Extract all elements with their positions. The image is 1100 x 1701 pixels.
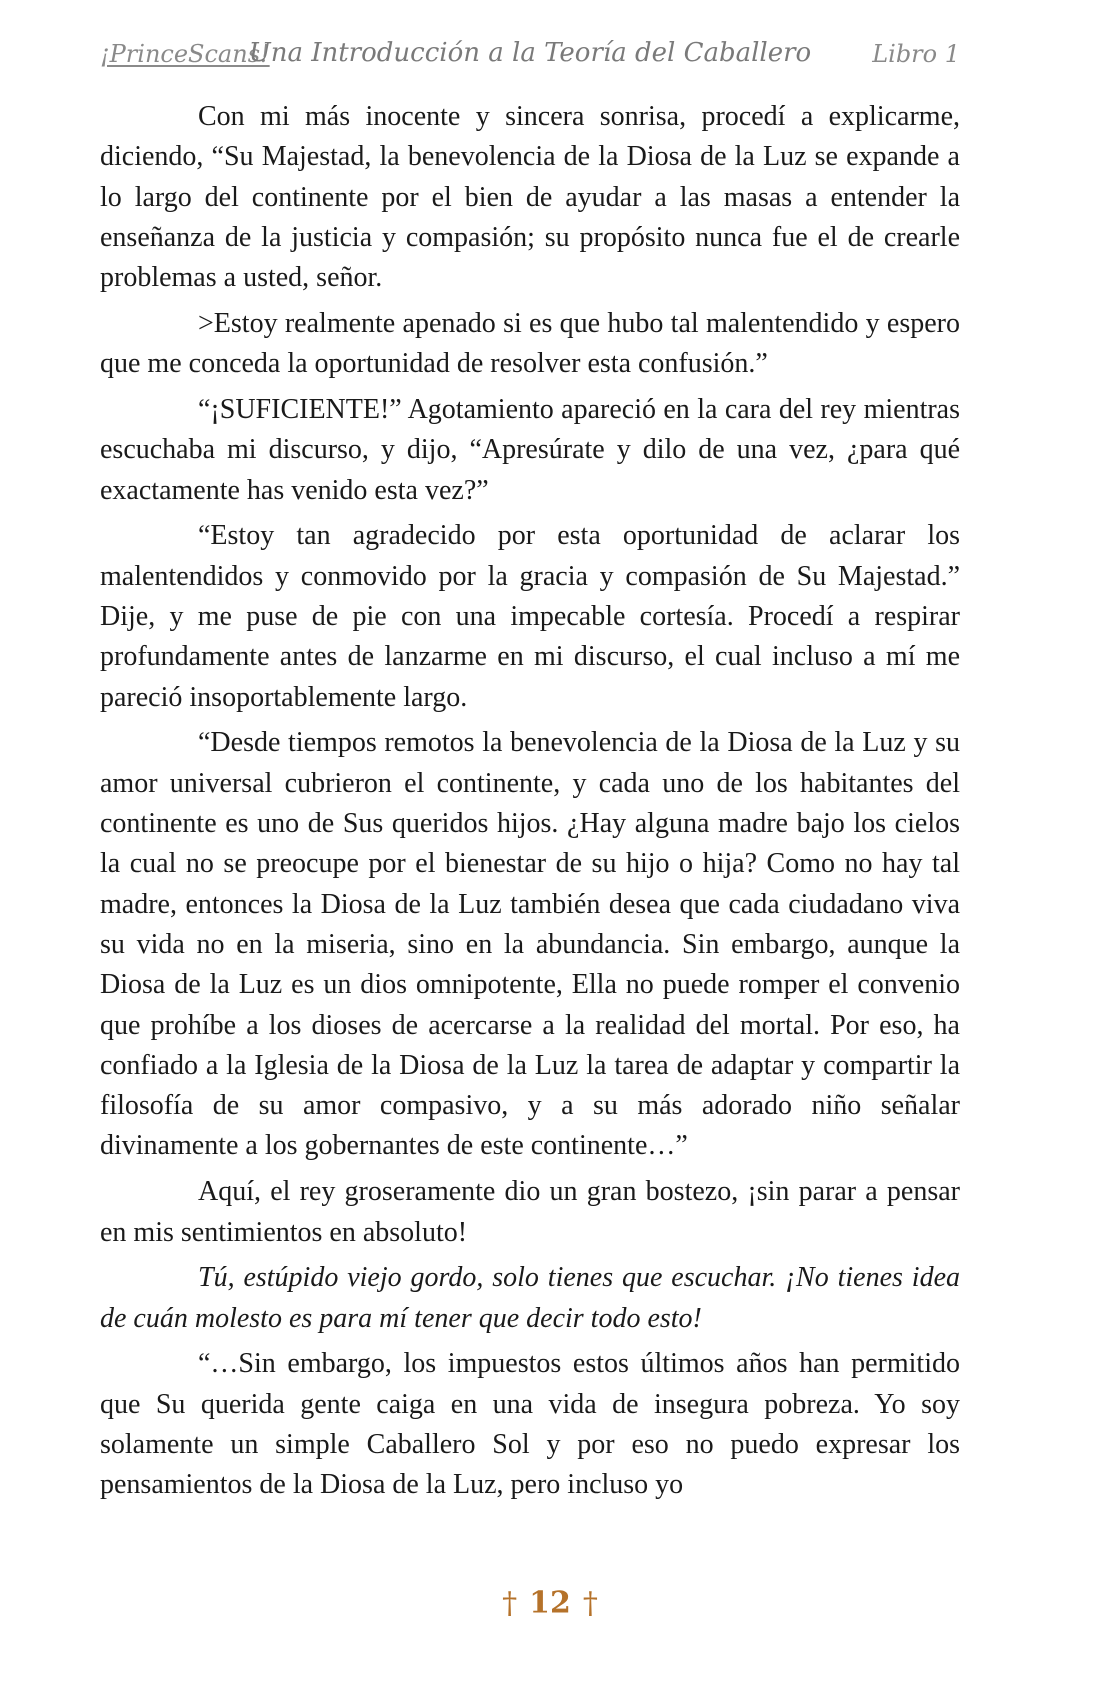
paragraph: >Estoy realmente apenado si es que hubo tal malentendido y espero que me conceda la oportunidad de resolver esta confusión.” [100,307,960,380]
paragraph-inner-thought: Tú, estúpido viejo gordo, solo tienes que escuchar. ¡No tienes idea de cuán molesto es para mí tener que decir todo esto! [100,1262,960,1334]
header-book-title: Una Introducción a la Teoría del Caballero [248,38,812,68]
paragraph: “Desde tiempos remotos la benevolencia de la Diosa de la Luz y su amor universal cubrieron el continente, y cada uno de los habitantes del continente es uno de Sus queridos hijos. ¿Hay alguna madre bajo los cielos la cual no se preocupe por el bienestar de su hijo o hija? Como no hay tal madre, entonces la Diosa de la Luz también desea que cada ciudadano viva su vida no en la miseria, sino en la abundancia. Sin embargo, aunque la Diosa de la Luz es un dios omnipotente, Ella no puede romper el convenio que prohíbe a los dioses de acercarse a la realidad del mortal. Por eso, ha confiado a la Iglesia de la Diosa de la Luz la tarea de adaptar y compartir la filosofía de su amor compasivo, y a su más adorado niño señalar divinamente a los gobernantes de este continente…” [100,727,960,1162]
page-footer [0,1584,1100,1621]
header-volume: Libro 1 [872,40,960,68]
page-number: 12 [529,1585,571,1621]
dagger-ornament-icon: † [582,1585,598,1621]
running-header [100,36,960,76]
dagger-ornament-icon: † [502,1585,518,1621]
header-scanlator-name: ¡PrinceScans! [100,40,270,68]
paragraph: Aquí, el rey groseramente dio un gran bostezo, ¡sin parar a pensar en mis sentimientos en absoluto! [100,1176,960,1248]
paragraph: “Estoy tan agradecido por esta oportunidad de aclarar los malentendidos y conmovido por la gracia y compasión de Su Majestad.” Dije, y me puse de pie con una impecable cortesía. Procedí a respirar profundamente antes de lanzarme en mi discurso, el cual incluso a mí me pareció insoportablemente largo. [100,520,960,713]
paragraph: Con mi más inocente y sincera sonrisa, procedí a explicarme, diciendo, “Su Majestad, la benevolencia de la Diosa de la Luz se expande a lo largo del continente por el bien de ayudar a las masas a entender la enseñanza de la justicia y compasión; su propósito nunca fue el de crearle problemas a usted, señor. [100,101,960,294]
page-body [100,97,960,1511]
paragraph: “¡SUFICIENTE!” Agotamiento apareció en la cara del rey mientras escuchaba mi discurso, y dijo, “Apresúrate y dilo de una vez, ¿para qué exactamente has venido esta vez?” [100,394,960,506]
paragraph: “…Sin embargo, los impuestos estos últimos años han permitido que Su querida gente caiga en una vida de insegura pobreza. Yo soy solamente un simple Caballero Sol y por eso no puedo expresar los pensamientos de la Diosa de la Luz, pero incluso yo [100,1348,960,1501]
